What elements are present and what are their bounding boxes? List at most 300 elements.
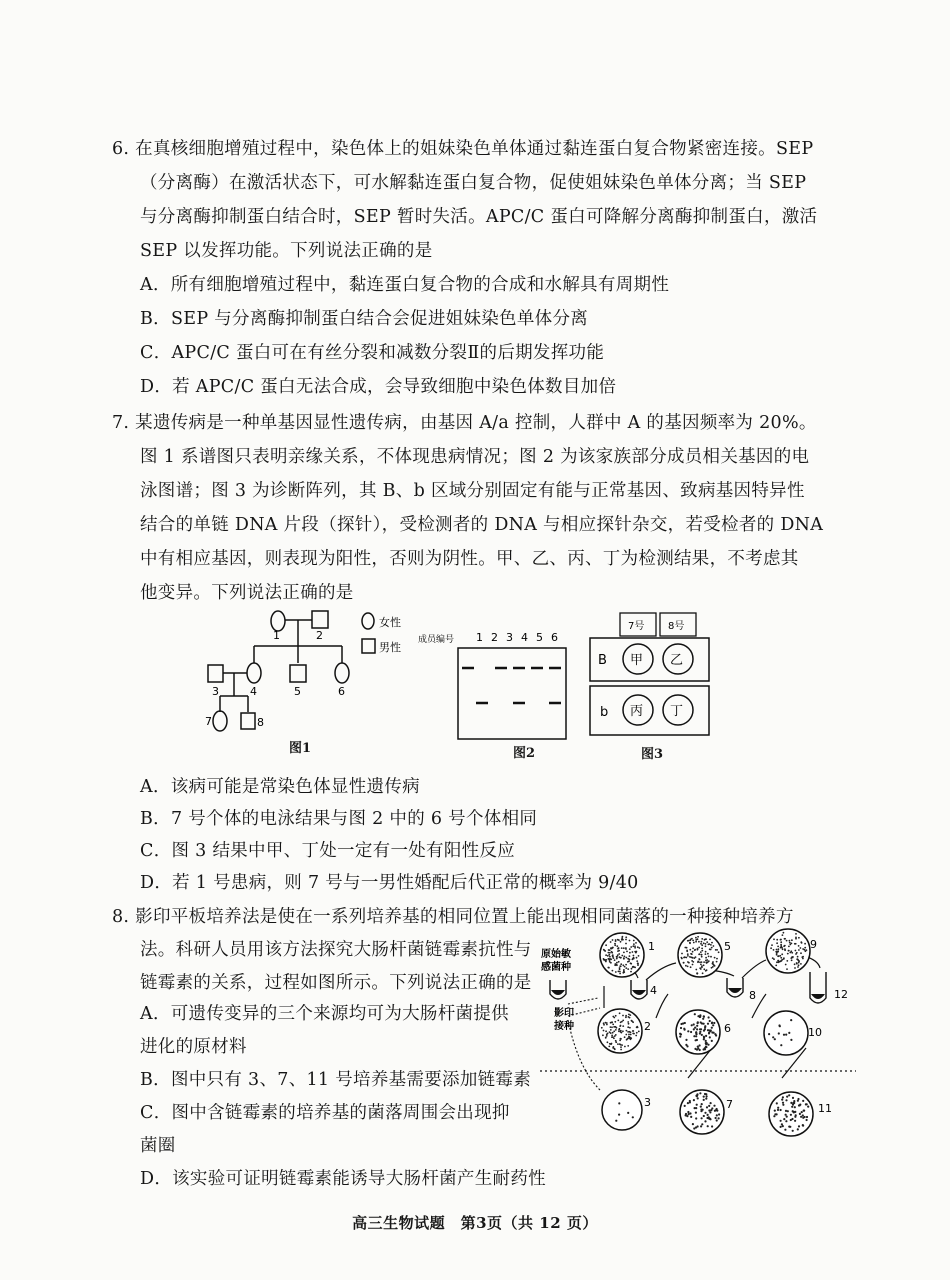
colony-dot [693, 1028, 695, 1030]
colony-dot [706, 941, 708, 943]
colony-dot [800, 963, 802, 965]
colony-dot [698, 941, 700, 943]
colony-dot [713, 1022, 715, 1024]
colony-dot [700, 1125, 702, 1127]
q8-option-c-cont: 菌圈 [140, 1136, 176, 1156]
colony-dot [794, 967, 796, 969]
q8-option-b: B．图中只有 3、7、11 号培养基需要添加链霉素 [140, 1070, 532, 1090]
svg-text:7: 7 [726, 1098, 733, 1111]
colony-dot [605, 954, 607, 956]
colony-dot [701, 954, 703, 956]
colony-dot [631, 968, 633, 970]
colony-dot [794, 1120, 796, 1122]
q8-option-d: D．该实验可证明链霉素能诱导大肠杆菌产生耐药性 [140, 1169, 546, 1189]
svg-text:8号: 8号 [668, 621, 685, 632]
colony-dot [690, 1031, 692, 1033]
colony-dot [707, 953, 709, 955]
colony-dot [630, 962, 632, 964]
petri-dish-3 [602, 1090, 642, 1130]
colony-dot [791, 939, 793, 941]
colony-dot [700, 1106, 702, 1108]
colony-dot [636, 1032, 638, 1034]
colony-dot [621, 939, 623, 941]
colony-dot [612, 955, 614, 957]
colony-dot [636, 951, 638, 953]
colony-dot [697, 1125, 699, 1127]
colony-dot [695, 956, 697, 958]
colony-dot [693, 1023, 695, 1025]
colony-dot [785, 1114, 787, 1116]
colony-dot [621, 947, 623, 949]
colony-dot [776, 1102, 778, 1104]
colony-dot [614, 1048, 616, 1050]
colony-dot [616, 962, 618, 964]
svg-text:1: 1 [273, 629, 280, 642]
colony-dot [779, 1025, 781, 1027]
colony-dot [623, 957, 625, 959]
colony-dot [708, 956, 710, 958]
colony-dot [632, 1021, 634, 1023]
colony-dot [684, 1105, 686, 1107]
colony-dot [617, 950, 619, 952]
colony-dot [627, 961, 629, 963]
colony-dot [703, 1030, 705, 1032]
colony-dot [710, 944, 712, 946]
colony-dot [627, 968, 629, 970]
colony-dot [690, 956, 692, 958]
colony-dot [718, 1117, 720, 1119]
colony-dot [625, 1015, 627, 1017]
fig2-caption: 图2 [513, 746, 536, 761]
colony-dot [688, 940, 690, 942]
colony-dot [695, 1117, 697, 1119]
colony-dot [787, 953, 789, 955]
q8-option-c: C．图中含链霉素的培养基的菌落周围会出现抑 [140, 1103, 510, 1123]
colony-dot [626, 951, 628, 953]
colony-dot [618, 1102, 620, 1104]
colony-dot [698, 958, 700, 960]
colony-dot [693, 1127, 695, 1129]
pedigree-female-1 [271, 611, 285, 631]
colony-dot [707, 1125, 709, 1127]
colony-dot [628, 1014, 630, 1016]
colony-dot [705, 1042, 707, 1044]
colony-dot [633, 943, 635, 945]
colony-dot [708, 1032, 710, 1034]
svg-text:11: 11 [818, 1102, 832, 1115]
colony-dot [709, 1036, 711, 1038]
colony-dot [696, 973, 698, 975]
colony-dot [625, 964, 627, 966]
colony-dot [798, 962, 800, 964]
colony-dot [792, 1130, 794, 1132]
colony-dot [773, 938, 775, 940]
colony-dot [701, 948, 703, 950]
colony-dot [798, 937, 800, 939]
colony-dot [625, 1016, 627, 1018]
colony-dot [627, 958, 629, 960]
colony-dot [712, 1024, 714, 1026]
colony-dot [697, 1022, 699, 1024]
colony-dot [704, 1120, 706, 1122]
colony-dot [624, 1036, 626, 1038]
colony-dot [780, 1044, 782, 1046]
colony-dot [613, 1017, 615, 1019]
colony-dot [627, 1021, 629, 1023]
colony-dot [707, 1114, 709, 1116]
colony-dot [615, 1040, 617, 1042]
colony-dot [797, 1100, 799, 1102]
colony-dot [713, 1105, 715, 1107]
colony-dot [619, 1043, 621, 1045]
colony-dot [781, 1099, 783, 1101]
colony-dot [701, 1123, 703, 1125]
colony-dot [794, 1106, 796, 1108]
colony-dot [716, 958, 718, 960]
colony-dot [779, 961, 781, 963]
colony-dot [685, 1113, 687, 1115]
colony-dot [701, 966, 703, 968]
colony-dot [614, 944, 616, 946]
svg-text:8: 8 [257, 716, 264, 729]
colony-dot [635, 942, 637, 944]
colony-dot [687, 953, 689, 955]
svg-text:5: 5 [724, 940, 731, 953]
colony-dot [610, 958, 612, 960]
colony-dot [796, 962, 798, 964]
colony-dot [782, 1102, 784, 1104]
colony-dot [637, 964, 639, 966]
colony-dot [790, 1019, 792, 1021]
colony-dot [632, 1030, 634, 1032]
colony-dot [627, 1031, 629, 1033]
colony-dot [796, 952, 798, 954]
colony-dot [778, 955, 780, 957]
colony-dot [634, 967, 636, 969]
colony-dot [697, 1047, 699, 1049]
colony-dot [687, 1111, 689, 1113]
colony-dot [638, 1031, 640, 1033]
colony-dot [637, 962, 639, 964]
colony-dot [616, 958, 618, 960]
colony-dot [802, 948, 804, 950]
colony-dot [696, 1028, 698, 1030]
colony-dot [613, 1037, 615, 1039]
colony-dot [781, 947, 783, 949]
colony-dot [621, 1032, 623, 1034]
colony-dot [698, 947, 700, 949]
colony-dot [695, 1031, 697, 1033]
colony-dot [623, 947, 625, 949]
pedigree-male-2 [312, 611, 328, 628]
colony-dot [714, 1033, 716, 1035]
colony-dot [619, 971, 621, 973]
colony-dot [799, 1113, 801, 1115]
colony-dot [807, 1106, 809, 1108]
colony-dot [633, 955, 635, 957]
colony-dot [627, 1038, 629, 1040]
colony-dot [693, 1099, 695, 1101]
colony-dot [634, 947, 636, 949]
colony-dot [618, 1114, 620, 1116]
svg-text:丙: 丙 [630, 704, 644, 719]
diagnostic-array-figure [588, 612, 713, 737]
colony-dot [704, 1093, 706, 1095]
colony-dot [708, 960, 710, 962]
q7-option-d: D．若 1 号患病，则 7 号与一男性婚配后代正常的概率为 9/40 [140, 873, 639, 893]
colony-dot [625, 936, 627, 938]
colony-dot [705, 945, 707, 947]
q7-line-4: 结合的单链 DNA 片段（探针），受检测者的 DNA 与相应探针杂交，若受检者的 DNA [140, 515, 824, 535]
colony-dot [711, 1027, 713, 1029]
colony-dot [620, 1049, 622, 1051]
colony-dot [622, 1025, 624, 1027]
colony-dot [620, 1046, 622, 1048]
colony-dot [776, 949, 778, 951]
colony-dot [618, 947, 620, 949]
colony-dot [687, 1030, 689, 1032]
q7-line-2: 图 1 系谱图只表明亲缘关系，不体现患病情况；图 2 为该家族部分成员相关基因的电 [140, 447, 810, 467]
colony-dot [786, 940, 788, 942]
colony-dot [784, 948, 786, 950]
colony-dot [632, 1116, 634, 1118]
colony-dot [699, 1032, 701, 1034]
colony-dot [783, 932, 785, 934]
colony-dot [701, 944, 703, 946]
colony-dot [788, 946, 790, 948]
colony-dot [622, 964, 624, 966]
colony-dot [621, 937, 623, 939]
colony-dot [773, 958, 775, 960]
colony-dot [638, 955, 640, 957]
q8-line-3: 链霉素的关系，过程如图所示。下列说法正确的是 [140, 973, 532, 993]
colony-dot [601, 1027, 603, 1029]
svg-text:影印: 影印 [554, 1008, 574, 1019]
colony-dot [687, 961, 689, 963]
svg-text:成员编号: 成员编号 [418, 635, 455, 645]
colony-dot [793, 1100, 795, 1102]
colony-dot [773, 949, 775, 951]
colony-dot [709, 939, 711, 941]
q7-option-b: B．7 号个体的电泳结果与图 2 中的 6 号个体相同 [140, 809, 538, 829]
colony-dot [712, 962, 714, 964]
q6-option-b: B．SEP 与分离酶抑制蛋白结合会促进姐妹染色单体分离 [140, 309, 589, 329]
q8-line-1: 8. 影印平板培养法是使在一系列培养基的相同位置上能出现相同菌落的一种接种培养方 [112, 907, 794, 927]
colony-dot [633, 1033, 635, 1035]
colony-dot [780, 957, 782, 959]
colony-dot [701, 1103, 703, 1105]
colony-dot [708, 1105, 710, 1107]
colony-dot [778, 948, 780, 950]
colony-dot [703, 1016, 705, 1018]
colony-dot [622, 1015, 624, 1017]
colony-dot [790, 1114, 792, 1116]
colony-dot [794, 943, 796, 945]
svg-text:9: 9 [810, 938, 817, 951]
colony-dot [785, 1099, 787, 1101]
colony-dot [695, 941, 697, 943]
colony-dot [791, 956, 793, 958]
colony-dot [797, 1128, 799, 1130]
gel-box [458, 648, 566, 739]
q6-option-a: A．所有细胞增殖过程中，黏连蛋白复合物的合成和水解具有周期性 [140, 275, 670, 295]
q6-line-3: 与分离酶抑制蛋白结合时，SEP 暂时失活。APC/C 蛋白可降解分离酶抑制蛋白，激活 [140, 207, 818, 227]
colony-dot [683, 962, 685, 964]
colony-dot [635, 1035, 637, 1037]
colony-dot [774, 1113, 776, 1115]
colony-dot [792, 1097, 794, 1099]
colony-dot [620, 1021, 622, 1023]
colony-dot [615, 1015, 617, 1017]
colony-dot [790, 1039, 792, 1041]
colony-dot [625, 967, 627, 969]
colony-dot [795, 950, 797, 952]
colony-dot [794, 1116, 796, 1118]
colony-dot [689, 939, 691, 941]
colony-dot [802, 1125, 804, 1127]
colony-dot [786, 1116, 788, 1118]
colony-dot [699, 1092, 701, 1094]
colony-dot [703, 1096, 705, 1098]
colony-dot [804, 947, 806, 949]
colony-dot [788, 1094, 790, 1096]
colony-dot [620, 941, 622, 943]
colony-dot [694, 1027, 696, 1029]
colony-dot [690, 966, 692, 968]
colony-dot [633, 957, 635, 959]
colony-dot [632, 951, 634, 953]
colony-dot [714, 965, 716, 967]
colony-dot [624, 956, 626, 958]
colony-dot [705, 961, 707, 963]
colony-dot [605, 1030, 607, 1032]
tube-8 [727, 978, 743, 997]
colony-dot [800, 941, 802, 943]
colony-dot [617, 1020, 619, 1022]
colony-dot [706, 1106, 708, 1108]
svg-text:甲: 甲 [630, 653, 644, 668]
colony-dot [693, 942, 695, 944]
svg-text:丁: 丁 [670, 704, 684, 719]
colony-dot [603, 1024, 605, 1026]
colony-dot [780, 941, 782, 943]
colony-dot [620, 963, 622, 965]
colony-dot [776, 939, 778, 941]
colony-dot [618, 953, 620, 955]
colony-dot [628, 1016, 630, 1018]
colony-dot [695, 1112, 697, 1114]
colony-dot [798, 1125, 800, 1127]
colony-dot [701, 938, 703, 940]
colony-dot [629, 948, 631, 950]
colony-dot [708, 1109, 710, 1111]
colony-dot [631, 1020, 633, 1022]
q6-line-4: SEP 以发挥功能。下列说法正确的是 [140, 241, 433, 261]
colony-dot [691, 953, 693, 955]
colony-dot [705, 1040, 707, 1042]
colony-dot [788, 1032, 790, 1034]
colony-dot [700, 968, 702, 970]
svg-text:7号: 7号 [628, 621, 645, 632]
colony-dot [616, 964, 618, 966]
colony-dot [702, 1018, 704, 1020]
colony-dot [611, 1035, 613, 1037]
colony-dot [802, 956, 804, 958]
legend-female-icon [362, 613, 374, 629]
colony-dot [612, 1047, 614, 1049]
colony-dot [607, 955, 609, 957]
colony-dot [689, 942, 691, 944]
svg-text:接种: 接种 [554, 1021, 574, 1032]
colony-dot [783, 945, 785, 947]
colony-dot [705, 951, 707, 953]
colony-dot [608, 967, 610, 969]
colony-dot [621, 1044, 623, 1046]
colony-dot [622, 1030, 624, 1032]
colony-dot [607, 1041, 609, 1043]
colony-dot [700, 1109, 702, 1111]
colony-dot [698, 954, 700, 956]
colony-dot [696, 1039, 698, 1041]
colony-dot [804, 1116, 806, 1118]
colony-dot [774, 1038, 776, 1040]
colony-dot [612, 939, 614, 941]
colony-dot [777, 1107, 779, 1109]
colony-dot [705, 957, 707, 959]
colony-dot [611, 1021, 613, 1023]
colony-dot [704, 1112, 706, 1114]
colony-dot [625, 957, 627, 959]
colony-dot [614, 1021, 616, 1023]
colony-dot [695, 1035, 697, 1037]
colony-dot [694, 1013, 696, 1015]
colony-dot [681, 953, 683, 955]
colony-dot [783, 1118, 785, 1120]
colony-dot [716, 1119, 718, 1121]
colony-dot [797, 959, 799, 961]
colony-dot [781, 960, 783, 962]
svg-text:1: 1 [648, 940, 655, 953]
colony-dot [690, 1116, 692, 1118]
colony-dot [798, 964, 800, 966]
colony-dot [715, 1117, 717, 1119]
colony-dot [782, 948, 784, 950]
colony-dot [608, 952, 610, 954]
colony-dot [791, 1118, 793, 1120]
svg-text:B: B [598, 653, 607, 668]
colony-dot [605, 944, 607, 946]
svg-text:12: 12 [834, 988, 848, 1001]
colony-dot [603, 1030, 605, 1032]
colony-dot [636, 960, 638, 962]
colony-dot [781, 953, 783, 955]
colony-dot [699, 1014, 701, 1016]
colony-dot [701, 1034, 703, 1036]
colony-dot [792, 1104, 794, 1106]
colony-dot [610, 962, 612, 964]
colony-dot [605, 1037, 607, 1039]
colony-dot [639, 947, 641, 949]
colony-dot [681, 957, 683, 959]
colony-dot [781, 1123, 783, 1125]
colony-dot [778, 1032, 780, 1034]
colony-dot [768, 1033, 770, 1035]
q7-line-5: 中有相应基因，则表现为阳性，否则为阴性。甲、乙、丙、丁为检测结果，不考虑其 [140, 549, 799, 569]
colony-dot [780, 945, 782, 947]
colony-dot [705, 1098, 707, 1100]
colony-dot [711, 1040, 713, 1042]
colony-dot [630, 946, 632, 948]
